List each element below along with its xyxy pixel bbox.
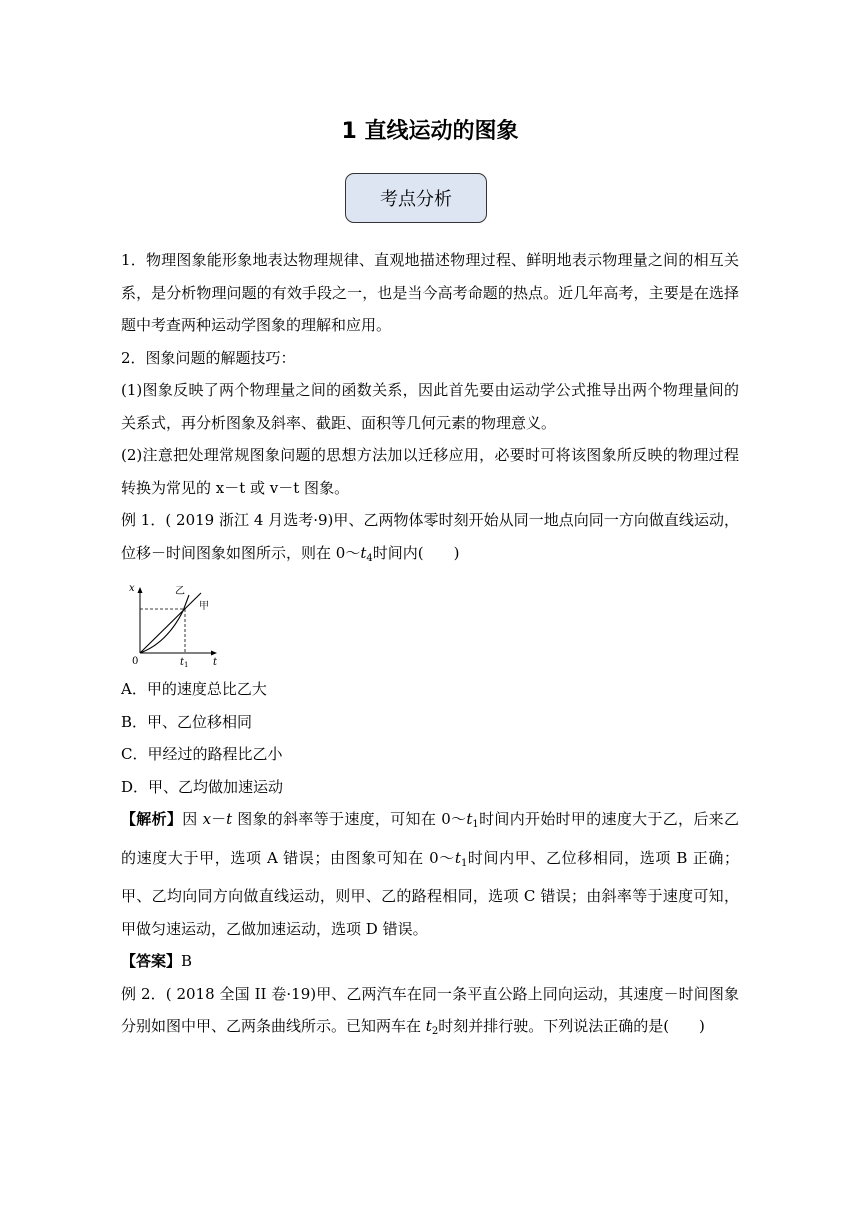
x-axis-label: t [213, 657, 218, 668]
option-d: D．甲、乙均做加速运动 [121, 777, 284, 796]
example-1-answer: 【答案】B [121, 952, 193, 970]
example-1-stem: 例 1．( 2019 浙江 4 月选考·9)甲、乙两物体零时刻开始从同一地点向同一方向做直线运动，位移－时间图象如图所示，则在 $0\sim t_4$时间内( ) [121, 511, 739, 564]
xt-graph-figure [121, 579, 739, 673]
t1-label: t [180, 657, 185, 668]
intro-paragraph-1: 1．物理图象能形象地表达物理规律、直观地描述物理过程、鲜明地表示物理量之间的相互关系，是分析物理问题的有效手段之一，也是当今高考命题的热点。近几年高考，主要是在选择题中考查两种运动学图象的理解和应用。 [121, 251, 739, 334]
xt-graph [125, 579, 225, 671]
intro-paragraph-3: (1)图象反映了两个物理量之间的函数关系，因此首先要由运动学公式推导出两个物理量间的关系式，再分析图象及斜率、截距、面积等几何元素的物理意义。 [121, 381, 739, 432]
example-1-analysis: 【解析】因 x－t 图象的斜率等于速度，可知在 $0\sim t_1$时间内开始时甲的速度大于乙，后来乙的速度大于甲，选项 A 错误；由图象可知在 $0\sim t_1$时间内甲、乙位移相同，选项 B 正确；甲、乙均向同方向做直线运动，则甲、乙的路程相同，选项 C 错误；由斜率等于速度可知，甲做匀速运动，乙做加速运动，选项 D 错误。 [121, 810, 739, 938]
page-title: 1 直线运动的图象 [341, 119, 519, 144]
y-axis-label: x [129, 583, 135, 594]
y-axis-arrow [138, 587, 143, 593]
intro-paragraph-2: 2．图象问题的解题技巧： [121, 348, 296, 367]
intro-paragraph-4: (2)注意把处理常规图象问题的思想方法加以迁移应用，必要时可将该图象所反映的物理过程转换为常见的 x－t 或 v－t 图象。 [121, 446, 739, 497]
label-yi: 乙 [175, 586, 185, 597]
example-2-stem: 例 2．( 2018 全国 II 卷·19)甲、乙两汽车在同一条平直公路上同向运动，其速度－时间图象分别如图中甲、乙两条曲线所示。已知两车在 $t_2$时刻并排行驶。下列说法正确的是( ) [121, 984, 739, 1037]
section-badge: 考点分析 [345, 173, 487, 223]
line-jia [140, 593, 201, 653]
option-c: C．甲经过的路程比乙小 [121, 745, 283, 763]
label-jia: 甲 [199, 601, 209, 612]
option-a: A．甲的速度总比乙大 [121, 680, 267, 698]
curve-yi [140, 595, 189, 653]
document-body [121, 244, 739, 1049]
option-b: B．甲、乙位移相同 [121, 712, 253, 731]
x-axis-arrow [211, 651, 217, 656]
t1-subscript: 1 [184, 661, 189, 669]
origin-label: 0 [132, 656, 139, 667]
